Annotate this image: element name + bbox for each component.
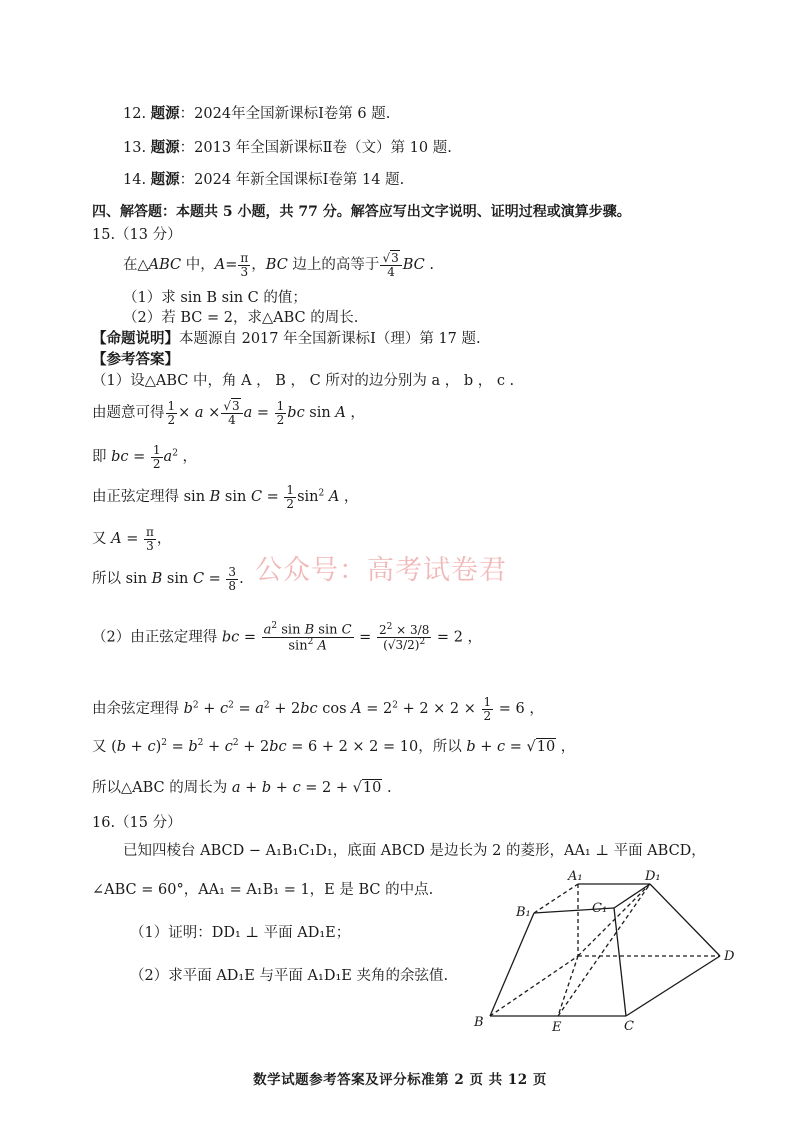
q16-part2: （2）求平面 AD₁E 与平面 A₁D₁E 夹角的余弦值. bbox=[130, 968, 449, 984]
label-C1: C₁ bbox=[592, 901, 608, 916]
watermark: 公众号：高考试卷君 bbox=[255, 555, 507, 586]
q15-answer-label: 【参考答案】 bbox=[92, 351, 179, 368]
q15-step-9: 又 $(b + c)^2 = b^2 + c^2 + 2bc = 6 + 2 \times 2 = 10$，所以 b + c = √10 ， bbox=[92, 738, 576, 755]
section-heading: 四、解答题：本题共 5 小题，共 77 分。解答应写出文字说明、证明过程或演算步骤。 bbox=[92, 204, 631, 220]
q15-step-10: 所以△ABC 的周长为 a + b + c = 2 + √10 . bbox=[92, 780, 392, 796]
q15-step-1: （1）设△ABC 中，角 A ， B ， C 所对的边分别为 a ， b ， c . bbox=[92, 373, 515, 389]
q15-part1: （1）求 sin B sin C 的值； bbox=[123, 290, 307, 306]
q15-note: 【命题说明】本题源自 2017 年全国新课标Ⅰ（理）第 17 题. bbox=[92, 330, 481, 347]
source-13: 13. 题源：2013 年全国新课标Ⅱ卷（文）第 10 题. bbox=[123, 139, 452, 156]
page-footer: 数学试题参考答案及评分标准第 2 页 共 12 页 bbox=[253, 1072, 547, 1088]
pi-over-3: $\frac{\pi}{3}$ bbox=[240, 251, 249, 279]
frustum-diagram bbox=[468, 868, 748, 1038]
q16-stem-2: ∠ABC = 60°，AA₁ = A₁B₁ = 1，E 是 BC 的中点. bbox=[92, 882, 434, 898]
source-12: 12. 题源：2024年全国新课标Ⅰ卷第 6 题. bbox=[123, 105, 391, 122]
q15-step-4: 由正弦定理得 sin B sin C = $\frac{1}{2}$ $\sin^2 A$ ， bbox=[92, 483, 359, 511]
q15-step-5: 又 A = $\frac{\pi}{3}$ ， bbox=[92, 525, 172, 553]
q15-step-6: 所以 sin B sin C = $\frac{3}{8}$ . bbox=[92, 565, 244, 593]
label-D: D bbox=[724, 949, 735, 964]
q15-step-8: 由余弦定理得 $b^2 + c^2 = a^2 + 2bc$ $\cos A = 2^2 + 2 \times 2$ × $\frac{1}{2}$ = 6 ， bbox=[92, 695, 544, 723]
label-C: C bbox=[624, 1019, 634, 1034]
source-14: 14. 题源：2024 年新全国课标Ⅰ卷第 14 题. bbox=[123, 171, 405, 188]
label-B: B bbox=[474, 1015, 484, 1030]
label-A1: A₁ bbox=[568, 869, 583, 884]
q15-header: 15.（13 分） bbox=[92, 227, 182, 243]
q15-part2: （2）若 BC = 2，求△ABC 的周长. bbox=[123, 310, 359, 326]
q16-stem-1: 已知四棱台 ABCD − A₁B₁C₁D₁，底面 ABCD 是边长为 2 的菱形，AA₁ ⊥ 平面 ABCD， bbox=[123, 843, 706, 859]
q16-header: 16.（15 分） bbox=[92, 815, 182, 831]
label-D1: D₁ bbox=[645, 869, 661, 884]
q16-part1: （1）证明：DD₁ ⊥ 平面 AD₁E； bbox=[130, 925, 351, 941]
q15-step-7: （2）由正弦定理得 bc = $\frac{a^2 \sin B \sin C}{\sin^2 A}$ = $\frac{2^2 \times 3/8}{(√3/2)^2}$ = 2 ， bbox=[92, 621, 483, 654]
q15-step-2: 由题意可得 $\frac{1}{2}$ × a × $\frac{√3}{4}$ a = $\frac{1}{2}$ bc sin A ， bbox=[92, 399, 365, 427]
frustum-figure bbox=[468, 868, 748, 1042]
q15-step-3: 即 bc = $\frac{1}{2}$ $a^2$ ， bbox=[92, 443, 198, 471]
sqrt3-over-4: $\frac{√3}{4}$ bbox=[380, 252, 401, 278]
q15-stem: 在△ABC 中，A= $\frac{\pi}{3}$ ，BC 边上的高等于 $\frac{√3}{4}$ BC . bbox=[123, 251, 434, 279]
label-E: E bbox=[552, 1020, 562, 1035]
label-B1: B₁ bbox=[516, 905, 531, 920]
